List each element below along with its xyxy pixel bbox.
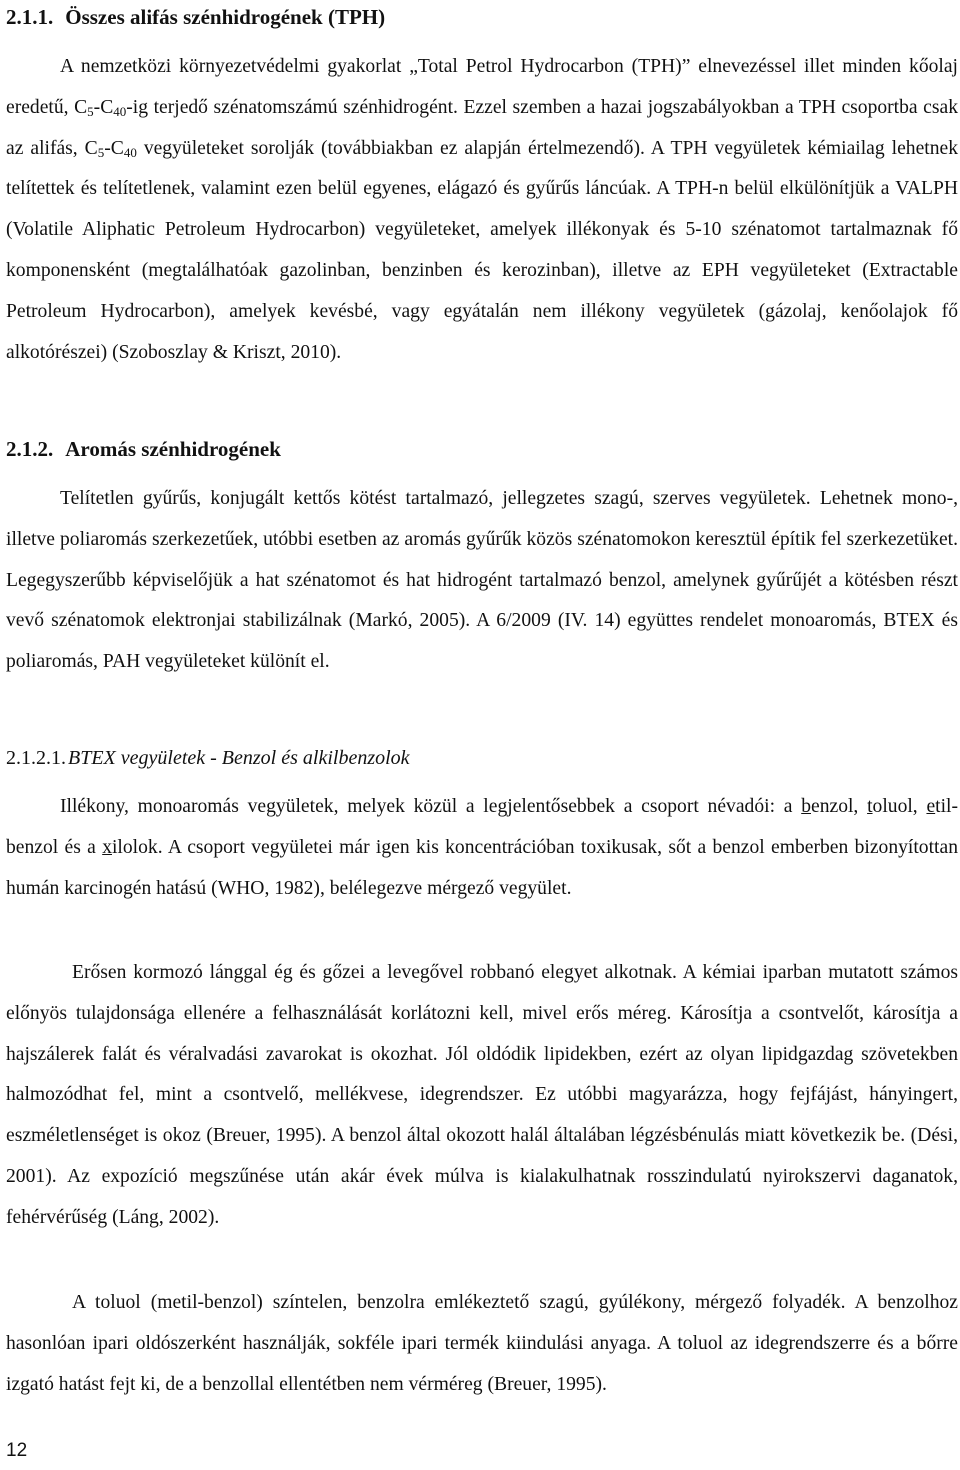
paragraph-btex-intro: Illékony, monoaromás vegyületek, melyek közül a legjelentősebbek a csoport névadói: a benzol, toluol, etil-benzol és a xilolok. A csoport vegyületei már igen kis koncentrációban toxikusak, sőt a benzol emberben bizonyítottan humán karcinogén hatású (WHO, 1982), belélegezve mérgező vegyület.: [6, 796, 959, 899]
paragraph-benzene: Erősen kormozó lánggal ég és gőzei a levegővel robbanó elegyet alkotnak. A kémiai iparban mutatott számos előnyös tulajdonsága ellenére a felhasználását korlátozni kell, mivel erős méreg. Károsítja a csontvelőt, károsítja a hajszálerek falát és véralvadási zavarokat is okozhat. Jól oldódik lipidekben, ezért az olyan lipidgazdag szövetekben halmozódhat fel, mint a csontvelő, mellékvese, idegrendszer. Ez utóbbi magyarázza, hogy fejfájást, hányingert, eszméletlenséget is okoz (Breuer, 1995). A benzol által okozott halál általában légzésbénulás miatt következik be. (Dési, 2001). Az expozíció megszűnése után akár évek múlva is kialakulhatnak rosszindulatú nyirokszervi daganatok, fehérvérűség (Láng, 2002).: [6, 962, 958, 1228]
section-heading-tph: [6, 4, 385, 30]
section-title: Aromás szénhidrogének: [65, 437, 281, 461]
section-title: Összes alifás szénhidrogének (TPH): [65, 5, 386, 29]
paragraph-tph: A nemzetközi környezetvédelmi gyakorlat „Total Petrol Hydrocarbon (TPH)” elnevezéssel illet minden kőolaj eredetű, $C_5-C_{40}-ig$ terjedő szénatomszámú szénhidrogént. Ezzel szemben a hazai jogszabályokban a TPH csoportba csak az alifás, $C_5-C_{40}$ vegyületeket sorolják (továbbiakban ez alapján értelmezendő). A TPH vegyületek kémiailag lehetnek telítettek és telítetlenek, valamint ezen belül egyenes, elágazó és gyűrűs láncúak. A TPH-n belül elkülönítjük a VALPH (Volatile Aliphatic Petroleum Hydrocarbon) vegyületeket, amelyek illékonyak és 5-10 szénatomot tartalmaznak fő komponensként (megtalálhatóak gazolinban, benzinben és kerozinban), illetve az EPH vegyületeket (Extractable Petroleum Hydrocarbon), amelyek kevésbé, vagy egyátalán nem illékony vegyületek (gázolaj, kenőolajok fő alkotórészei) (Szoboszlay & Kriszt, 2010).: [6, 56, 959, 363]
section-number: 2.1.2.: [6, 437, 54, 461]
subsection-heading-btex: [6, 745, 410, 771]
section-title: BTEX vegyületek - Benzol és alkilbenzolok: [68, 747, 410, 769]
section-number: 2.1.1.: [6, 5, 54, 29]
section-heading-aromatic: [6, 436, 281, 462]
paragraph-aromatic: Telítetlen gyűrűs, konjugált kettős kötést tartalmazó, jellegzetes szagú, szerves vegyületek. Lehetnek mono-, illetve poliaromás szerkezetűek, utóbbi esetben az aromás gyűrűk közös szénatomokon keresztül építik fel szerkezetüket. Legegyszerűbb képviselőjük a hat szénatomot és hat hidrogént tartalmazó benzol, amelynek gyűrűjét a kötésben részt vevő szénatomok elektronjai stabilizálnak (Markó, 2005). A 6/2009 (IV. 14) együttes rendelet monoaromás, BTEX és poliaromás, PAH vegyületeket különít el.: [6, 488, 958, 673]
section-number: 2.1.2.1.: [6, 747, 66, 769]
paragraph-toluene: A toluol (metil-benzol) színtelen, benzolra emlékeztető szagú, gyúlékony, mérgező folyadék. A benzolhoz hasonlóan ipari oldószerként használják, sokféle ipari termék kiindulási anyaga. A toluol az idegrendszerre és a bőrre izgató hatást fejt ki, de a benzollal ellentétben nem vérméreg (Breuer, 1995).: [6, 1292, 958, 1395]
page-number: 12: [6, 1440, 28, 1461]
